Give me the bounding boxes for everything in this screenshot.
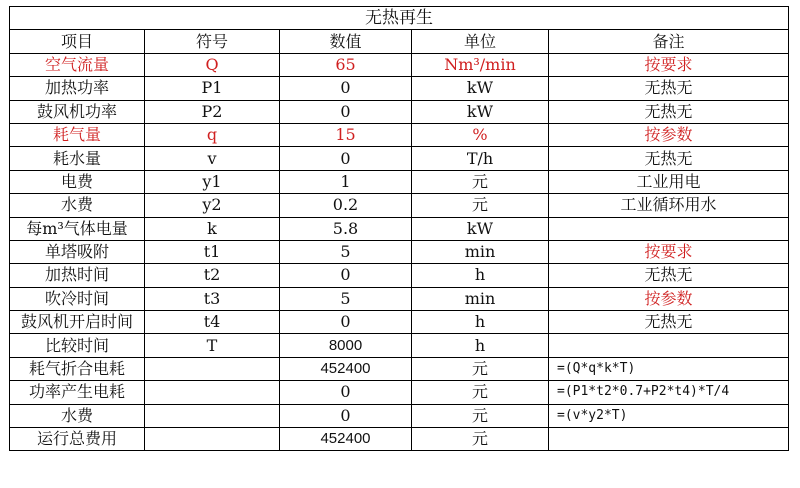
unit-cell[interactable]: h — [412, 311, 549, 334]
symbol-cell[interactable]: t1 — [145, 240, 280, 263]
note-cell[interactable]: 按要求 — [549, 240, 789, 263]
header-row — [10, 30, 789, 53]
value-cell[interactable]: 8000 — [280, 334, 412, 357]
unit-cell[interactable]: Nm³/min — [412, 53, 549, 76]
note-cell[interactable]: =(Q*q*k*T) — [549, 357, 789, 380]
symbol-cell[interactable]: T — [145, 334, 280, 357]
symbol-cell[interactable]: y1 — [145, 170, 280, 193]
value-cell[interactable]: 1 — [280, 170, 412, 193]
note-cell[interactable] — [549, 428, 789, 451]
table-row — [10, 334, 789, 357]
symbol-cell[interactable]: P2 — [145, 100, 280, 123]
note-cell[interactable]: 按参数 — [549, 287, 789, 310]
table-row — [10, 311, 789, 334]
header-value[interactable]: 数值 — [280, 30, 412, 53]
unit-cell[interactable]: min — [412, 287, 549, 310]
header-symbol[interactable]: 符号 — [145, 30, 280, 53]
item-cell[interactable]: 水费 — [10, 194, 145, 217]
symbol-cell[interactable] — [145, 404, 280, 427]
unit-cell[interactable]: 元 — [412, 170, 549, 193]
table-row — [10, 100, 789, 123]
table-row — [10, 404, 789, 427]
item-cell[interactable]: 比较时间 — [10, 334, 145, 357]
unit-cell[interactable]: kW — [412, 100, 549, 123]
item-cell[interactable]: 吹冷时间 — [10, 287, 145, 310]
value-cell[interactable]: 5 — [280, 287, 412, 310]
note-cell[interactable]: 无热无 — [549, 100, 789, 123]
item-cell[interactable]: 单塔吸附 — [10, 240, 145, 263]
symbol-cell[interactable]: Q — [145, 53, 280, 76]
header-item[interactable]: 项目 — [10, 30, 145, 53]
value-cell[interactable]: 0.2 — [280, 194, 412, 217]
unit-cell[interactable]: % — [412, 123, 549, 146]
note-cell[interactable]: 无热无 — [549, 147, 789, 170]
table-row — [10, 217, 789, 240]
table-row — [10, 264, 789, 287]
item-cell[interactable]: 加热功率 — [10, 77, 145, 100]
table-row — [10, 287, 789, 310]
note-cell[interactable]: 无热无 — [549, 264, 789, 287]
symbol-cell[interactable]: y2 — [145, 194, 280, 217]
note-cell[interactable] — [549, 334, 789, 357]
note-cell[interactable]: =(P1*t2*0.7+P2*t4)*T/4 — [549, 381, 789, 404]
item-cell[interactable]: 鼓风机功率 — [10, 100, 145, 123]
table-title[interactable]: 无热再生 — [10, 7, 789, 30]
unit-cell[interactable]: h — [412, 334, 549, 357]
symbol-cell[interactable] — [145, 428, 280, 451]
symbol-cell[interactable]: k — [145, 217, 280, 240]
value-cell[interactable]: 452400 — [280, 357, 412, 380]
table-row — [10, 428, 789, 451]
table-row — [10, 357, 789, 380]
item-cell[interactable]: 耗气量 — [10, 123, 145, 146]
item-cell[interactable]: 功率产生电耗 — [10, 381, 145, 404]
value-cell[interactable]: 15 — [280, 123, 412, 146]
symbol-cell[interactable]: t3 — [145, 287, 280, 310]
unit-cell[interactable]: 元 — [412, 404, 549, 427]
item-cell[interactable]: 鼓风机开启时间 — [10, 311, 145, 334]
item-cell[interactable]: 每m³气体电量 — [10, 217, 145, 240]
note-cell[interactable]: =(v*y2*T) — [549, 404, 789, 427]
symbol-cell[interactable]: t4 — [145, 311, 280, 334]
value-cell[interactable]: 0 — [280, 404, 412, 427]
symbol-cell[interactable] — [145, 357, 280, 380]
note-cell[interactable]: 工业循环用水 — [549, 194, 789, 217]
item-cell[interactable]: 加热时间 — [10, 264, 145, 287]
unit-cell[interactable]: min — [412, 240, 549, 263]
value-cell[interactable]: 65 — [280, 53, 412, 76]
item-cell[interactable]: 空气流量 — [10, 53, 145, 76]
table-row — [10, 77, 789, 100]
table-row — [10, 170, 789, 193]
value-cell[interactable]: 0 — [280, 147, 412, 170]
note-cell[interactable]: 无热无 — [549, 77, 789, 100]
unit-cell[interactable]: 元 — [412, 357, 549, 380]
symbol-cell[interactable]: t2 — [145, 264, 280, 287]
unit-cell[interactable]: T/h — [412, 147, 549, 170]
unit-cell[interactable]: kW — [412, 217, 549, 240]
value-cell[interactable]: 5.8 — [280, 217, 412, 240]
value-cell[interactable]: 0 — [280, 311, 412, 334]
value-cell[interactable]: 0 — [280, 100, 412, 123]
value-cell[interactable]: 452400 — [280, 428, 412, 451]
value-cell[interactable]: 0 — [280, 77, 412, 100]
note-cell[interactable]: 按参数 — [549, 123, 789, 146]
note-cell[interactable]: 无热无 — [549, 311, 789, 334]
value-cell[interactable]: 0 — [280, 264, 412, 287]
title-row — [10, 7, 789, 30]
item-cell[interactable]: 耗气折合电耗 — [10, 357, 145, 380]
note-cell[interactable]: 按要求 — [549, 53, 789, 76]
table-row — [10, 147, 789, 170]
item-cell[interactable]: 耗水量 — [10, 147, 145, 170]
symbol-cell[interactable]: P1 — [145, 77, 280, 100]
unit-cell[interactable]: 元 — [412, 381, 549, 404]
table-row — [10, 194, 789, 217]
item-cell[interactable]: 电费 — [10, 170, 145, 193]
unit-cell[interactable]: kW — [412, 77, 549, 100]
item-cell[interactable]: 运行总费用 — [10, 428, 145, 451]
item-cell[interactable]: 水费 — [10, 404, 145, 427]
note-cell[interactable]: 工业用电 — [549, 170, 789, 193]
table-row — [10, 53, 789, 76]
value-cell[interactable]: 5 — [280, 240, 412, 263]
unit-cell[interactable]: h — [412, 264, 549, 287]
value-cell[interactable]: 0 — [280, 381, 412, 404]
table-row — [10, 240, 789, 263]
unit-cell[interactable]: 元 — [412, 428, 549, 451]
table-row — [10, 381, 789, 404]
table-row — [10, 123, 789, 146]
symbol-cell[interactable]: v — [145, 147, 280, 170]
unit-cell[interactable]: 元 — [412, 194, 549, 217]
header-note[interactable]: 备注 — [549, 30, 789, 53]
symbol-cell[interactable]: q — [145, 123, 280, 146]
note-cell[interactable] — [549, 217, 789, 240]
header-unit[interactable]: 单位 — [412, 30, 549, 53]
regeneration-cost-table — [9, 6, 789, 451]
symbol-cell[interactable] — [145, 381, 280, 404]
